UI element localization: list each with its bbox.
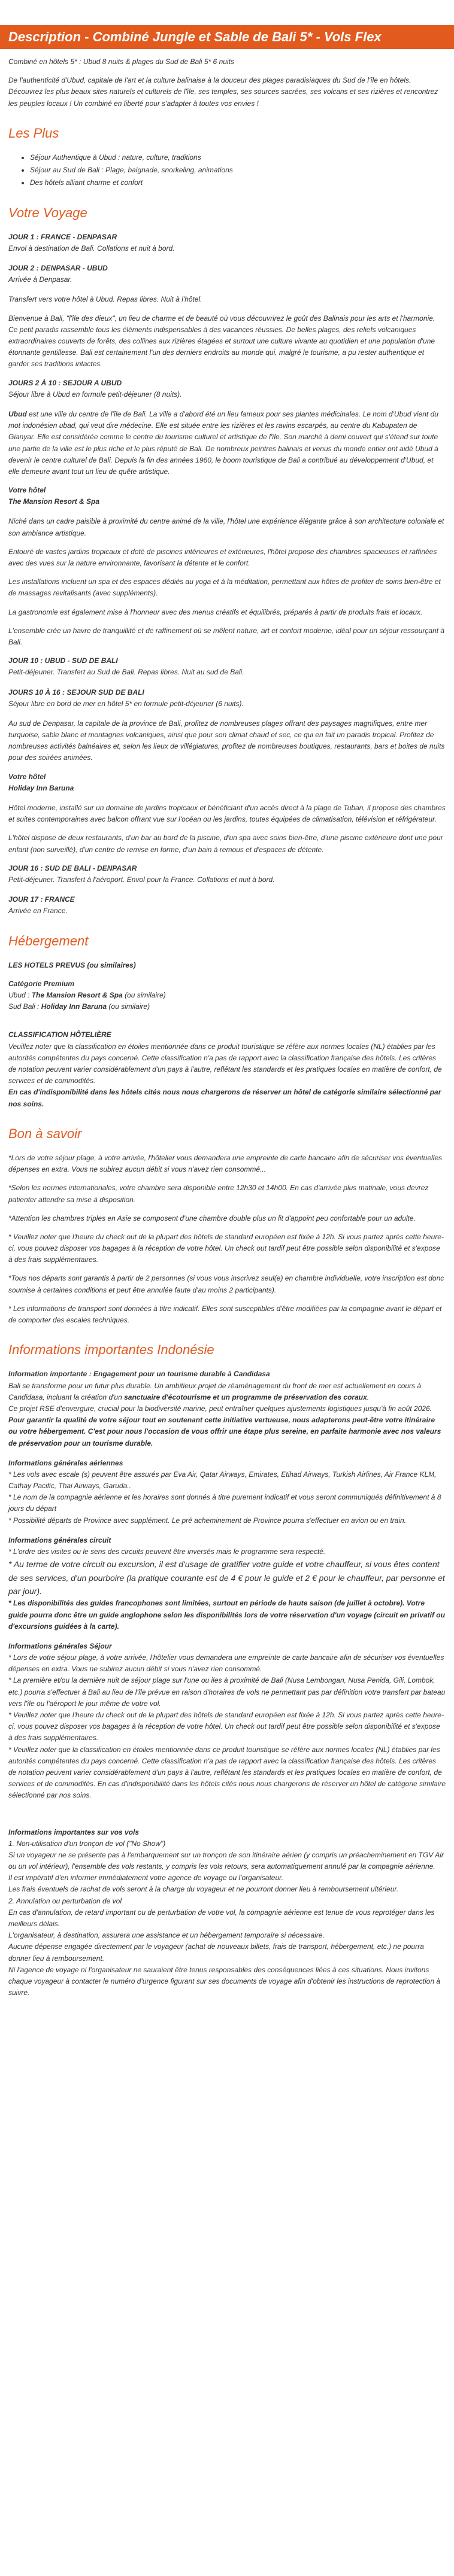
good-heading: Bon à savoir [8, 1126, 82, 1141]
classification-heading: CLASSIFICATION HÔTELIÈRE [8, 1030, 111, 1039]
title-banner [0, 25, 454, 49]
day-title: JOURS 10 À 16 : SEJOUR SUD DE BALI [8, 688, 144, 697]
flight-line: 1. Non-utilisation d'un tronçon de vol ("No Show") [8, 1839, 166, 1848]
commitment-text: Bali se transforme pour un futur plus durable. Un ambitieux projet de réaménagement du front de mer est actuellement en cours à Candidasa, incluant la création d'un [8, 1381, 422, 1401]
day-title: JOUR 2 : DENPASAR - UBUD [8, 264, 108, 273]
lodging-list [8, 978, 446, 1013]
day-text: Séjour libre en bord de mer en hôtel 5* en formule petit-déjeuner (6 nuits). [8, 699, 244, 708]
commitment-end: . [367, 1392, 370, 1401]
hotel-label: Votre hôtel [8, 772, 46, 781]
day-title: JOUR 16 : SUD DE BALI - DENPASAR [8, 863, 137, 872]
hotel-paragraph: L'hôtel dispose de deux restaurants, d'un bar au bord de la piscine, d'un spa avec soins bien-être, d'une piscine extérieure dont une pour enfant (non surveillé), d'un centre de remise en forme, d'un bain à remous et d'espaces de détente. [8, 834, 443, 854]
plus-item: • Séjour Authentique à Ubud : nature, culture, traditions [30, 152, 446, 163]
day-text: Envol à destination de Bali. Collations et nuit à bord. [8, 244, 175, 253]
commitment-bold: sanctuaire d'écotourisme et un programme de préservation des coraux [124, 1392, 367, 1401]
lodging-subheading: LES HOTELS PREVUS (ou similaires) [8, 960, 136, 969]
lodging-category: Catégorie Premium [8, 979, 75, 988]
day-title: JOUR 10 : UBUD - SUD DE BALI [8, 656, 118, 665]
lodging-suffix: (ou similaire) [122, 991, 166, 1000]
stay-line: * Veuillez noter que l'heure du check out de la plupart des hôtels de standard européen est fixée à 12h. Si vous partez après cette heure-ci, vous pouvez disposer vos bagages à la réception de votre hôtel. Un check out tardif peut être possible selon disponibilité et s'expose à des frais supplémentaires. [8, 1711, 444, 1742]
ubud-paragraph [8, 409, 446, 478]
day-title: JOUR 1 : FRANCE - DENPASAR [8, 232, 117, 241]
flight-block [8, 1827, 446, 1999]
hotel-paragraph: Niché dans un cadre paisible à proximité du centre animé de la ville, l'hôtel une expérience élégante grâce à son architecture coloniale et son ambiance artistique. [8, 517, 444, 537]
day-text: Petit-déjeuner. Transfert au Sud de Bali. Repas libres. Nuit au sud de Bali. [8, 668, 244, 677]
classification-block [8, 1029, 446, 1109]
circuit-block [8, 1535, 446, 1632]
pluses-heading: Les Plus [8, 125, 59, 141]
commitment-bold: Pour garantir la qualité de votre séjour tout en soutenant cette initiative vertueuse, nous adapterons peut-être votre itinéraire ou votre hébergement. C'est pour nous l'occasion de vous offrir une étape plus sereine, en parfaite harmonie avec nos valeurs de préservation pour un tourisme durable. [8, 1416, 441, 1447]
good-paragraph: * Veuillez noter que l'heure du check out de la plupart des hôtels de standard européen est fixée à 12h. Si vous partez après cette heure-ci, vous pouvez disposer vos bagages à la réception de votre hôtel. Un check out tardif peut être possible selon disponibilité et s'expose à des frais supplémentaires. [8, 1232, 444, 1264]
day-1 [8, 232, 446, 254]
air-line: * Les vols avec escale (s) peuvent être assurés par Eva Air, Qatar Airways, Emirates, Etihad Airways, Turkish Airlines, Air France KLM, Cathay Pacific, Thai Airways, Garuda.. [8, 1470, 437, 1491]
stay-block [8, 1641, 446, 1802]
day-2 [8, 263, 446, 285]
flight-line: L'organisateur, à destination, assurera une assistance et un hébergement temporaire si nécessaire. [8, 1931, 325, 1940]
classification-text: Veuillez noter que la classification en étoiles mentionnée dans ce produit touristique se réfère aux normes locales (NL) établies par les autorités compétentes du pays concerné. Cette classification n'a pas de rapport avec la classification française des hôtels. Les critères de notation peuvent varier considérablement d'un pays à l'autre, reflétant les standards et les pratiques locales en matière de confort, de services et de commodités. [8, 1042, 442, 1085]
flight-line: En cas d'annulation, de retard important ou de perturbation de votre vol, la compagnie aérienne est tenue de vous reprotéger dans les meilleurs délais. [8, 1908, 435, 1929]
day-10 [8, 655, 446, 678]
flight-line: 2. Annulation ou perturbation de vol [8, 1896, 122, 1905]
stay-line: * Lors de votre séjour plage, à votre arrivée, l'hôtelier vous demandera une empreinte de carte bancaire afin de sécuriser vos éventuelles dépenses en extra. Vous ne subirez aucun débit si vous n'avez rien consommé. [8, 1653, 444, 1674]
plus-item: • Séjour au Sud de Bali : Plage, baignade, snorkeling, animations [30, 165, 446, 176]
flight-line: Aucune dépense engagée directement par le voyageur (achat de nouveaux billets, frais de transport, hébergement, etc.) ne pourra donner lieu à remboursement. [8, 1942, 424, 1963]
lodging-line [8, 990, 446, 1001]
hotel-paragraph: L'ensemble crée un havre de tranquillité et de raffinement où se mêlent nature, art et confort moderne, idéal pour un séjour ressourçant à Bali. [8, 626, 445, 646]
lodging-hotel: Holiday Inn Baruna [41, 1002, 107, 1011]
content [0, 56, 454, 1999]
south-paragraph: Au sud de Denpasar, la capitale de la province de Bali, profitez de nombreuses plages offrant des paysages magnifiques, entre mer turquoise, sable blanc et montagnes volcaniques, ainsi que pour son climat chaud et sec, ce qui en fait un paradis tropical. Profitez de nombreuses activités balnéaires et, selon les lieux de villégiatures, profitez de nombreuses boutiques, restaurants, bars et boites de nuits pour des soirées animées. [8, 719, 445, 762]
ubud-lead: Ubud [8, 409, 27, 418]
good-paragraph: *Attention les chambres triples en Asie se composent d'une chambre double plus un lit d'appoint peu confortable pour un adulte. [8, 1214, 416, 1222]
day-text: Petit-déjeuner. Transfert à l'aéroport. Envol pour la France. Collations et nuit à bord. [8, 875, 275, 884]
day-text: Transfert vers votre hôtel à Ubud. Repas libres. Nuit à l'hôtel. [8, 295, 202, 304]
lodging-heading: Hébergement [8, 933, 89, 948]
flight-line: Les frais éventuels de rachat de vols seront à la charge du voyageur et ne pourront donner lieu à remboursement ultérieur. [8, 1885, 399, 1894]
commitment-title: Information importante : Engagement pour un tourisme durable à Candidasa [8, 1370, 270, 1379]
day-title: JOUR 17 : FRANCE [8, 895, 75, 904]
commitment-paragraph [8, 1403, 446, 1449]
bali-paragraph: Bienvenue à Bali, "l'île des dieux", un lieu de charme et de beauté où vous découvrirez le goût des Balinais pour les arts et l'harmonie. Ce petit paradis rassemble tous les éléments indispensables à des vacances réussies. De belles plages, des reliefs volcaniques extraordinaires couverts de forêts, des collines aux rizières étagées et surtout une culture vivante au quotidien et une population d'une étonnante gentillesse. Bali est certainement l'un des derniers endroits au monde qui, malgré le tourisme, a pu rester authentique et garder ses traditions intactes. [8, 314, 435, 369]
page [0, 25, 454, 1999]
info-heading: Informations importantes Indonésie [8, 1342, 214, 1358]
day-text: Arrivée en France. [8, 907, 68, 916]
lodging-line [8, 1001, 446, 1012]
hotel-name: Holiday Inn Baruna [8, 783, 74, 792]
day-16 [8, 863, 446, 886]
day-text: Arrivée à Denpasar. [8, 275, 72, 284]
good-paragraph: * Les informations de transport sont données à titre indicatif. Elles sont susceptibles d'être modifiées par la compagnie avant le départ et de comporter des escales techniques. [8, 1304, 442, 1324]
lodging-place: Ubud : [8, 991, 32, 1000]
hotel-1-header [8, 485, 446, 507]
hotel-paragraph: La gastronomie est également mise à l'honneur avec des menus créatifs et équilibrés, préparés à partir de produits frais et locaux. [8, 607, 423, 616]
stay-title: Informations générales Séjour [8, 1641, 112, 1650]
flight-title: Informations importantes sur vos vols [8, 1827, 140, 1836]
good-paragraph: *Selon les normes internationales, votre chambre sera disponible entre 12h30 et 14h00. En cas d'arrivée plus matinale, vous devrez patienter attendre sa mise à disposition. [8, 1184, 429, 1204]
commitment-text: Ce projet RSE d'envergure, crucial pour la biodiversité marine, peut entraîner quelques ajustements logistiques jusqu'à fin août 2026. [8, 1404, 432, 1413]
lodging-hotel: The Mansion Resort & Spa [31, 991, 123, 1000]
pluses-list [8, 152, 446, 189]
hotel-label: Votre hôtel [8, 486, 46, 495]
hotel-paragraph: Hôtel moderne, installé sur un domaine de jardins tropicaux et bénéficiant d'un accès direct à la plage de Tuban, il propose des chambres et suites contemporaines avec balcon offrant vue sur l'océan ou les jardins, toutes équipées de climatisation, télévision et réfrigérateur. [8, 804, 446, 824]
page-title: Description - Combiné Jungle et Sable de Bali 5* - Vols Flex [8, 29, 382, 44]
air-title: Informations générales aériennes [8, 1458, 123, 1467]
plus-item: • Des hôtels alliant charme et confort [30, 177, 446, 188]
day-text: Séjour libre à Ubud en formule petit-déjeuner (8 nuits). [8, 390, 182, 399]
day-title: JOURS 2 À 10 : SEJOUR A UBUD [8, 378, 122, 387]
stay-line: * Veuillez noter que la classification en étoiles mentionnée dans ce produit touristique se réfère aux normes locales (NL) établies par les autorités compétentes du pays concerné. Cette classification n'a pas de rapport avec la classification française des hôtels. Les critères de notation peuvent varier considérablement d'un pays à l'autre, reflétant les standards et les pratiques locales en matière de confort, de services et de commodités. En cas d'indisponibilité dans les hôtels cités nous nous chargerons de réserver un hôtel de catégorie similaire sélectionné par nos soins. [8, 1745, 446, 1800]
classification-bold: En cas d'indisponibilité dans les hôtels cités nous nous chargerons de réserver un hôtel de catégorie similaire sélectionné par nos soins. [8, 1088, 441, 1108]
commitment-block [8, 1368, 446, 1449]
good-paragraph: *Tous nos départs sont garantis à partir de 2 personnes (si vous vous inscrivez seul(e) en chambre individuelle, votre inscription est donc soumise à certaines conditions et peut être annulée faute d'au moins 2 participants). [8, 1274, 444, 1294]
intro-tagline: Combiné en hôtels 5* : Ubud 8 nuits & plages du Sud de Bali 5* 6 nuits [8, 57, 234, 66]
circuit-line: * L'ordre des visites ou le sens des circuits peuvent être inversés mais le programme sera respecté. [8, 1547, 326, 1556]
days-2-10 [8, 378, 446, 400]
circuit-line: * Au terme de votre circuit ou excursion, il est d'usage de gratifier votre guide et votre chauffeur, si vous êtes content de ses services, d'un pourboire (la pratique courante est de 4 € pour le guide et 2 € pour le chauffeur, par personne et par jour). [8, 1559, 445, 1596]
good-paragraph: *Lors de votre séjour plage, à votre arrivée, l'hôtelier vous demandera une empreinte de carte bancaire afin de sécuriser vos éventuelles dépenses en extra. Vous ne subirez aucun débit si vous n'avez rien consommé... [8, 1153, 443, 1174]
circuit-title: Informations générales circuit [8, 1535, 111, 1544]
air-line: * Le nom de la compagnie aérienne et les horaires sont donnés à titre purement indicatif et vous seront communiqués définitivement à 8 jours du départ [8, 1493, 441, 1513]
air-line: * Possibilité départs de Province avec supplément. Le pré acheminement de Province pourra s'effectuer en avion ou en train. [8, 1516, 407, 1525]
flight-line: Si un voyageur ne se présente pas à l'embarquement sur un tronçon de son itinéraire aérien (y compris un préacheminement en TGV Air ou un vol intérieur), l'ensemble des vols restants, y compris les vols retours, sera automatiquement annulé par la compagnie aérienne. [8, 1850, 444, 1871]
lodging-place: Sud Bali : [8, 1002, 41, 1011]
lodging-suffix: (ou similaire) [107, 1002, 150, 1011]
hotel-paragraph: Entouré de vastes jardins tropicaux et doté de piscines intérieures et extérieures, l'hôtel propose des chambres spacieuses et raffinées avec des vues sur la nature environnante, favorisant la détente et le confort. [8, 547, 437, 567]
air-block [8, 1458, 446, 1526]
circuit-line-bold: * Les disponibilités des guides francophones sont limitées, surtout en période de haute saison (de juillet à octobre). Votre guide pourra donc être un guide anglophone selon les disponibilités lors de votre réservation d'un voyage (circuit en privatif ou d'excursions guidées à la carte). [8, 1599, 445, 1631]
flight-line: Ni l'agence de voyage ni l'organisateur ne sauraient être tenus responsables des conséquences liées à ces situations. Nous invitons chaque voyageur à contacter le numéro d'urgence figurant sur ses documents de voyage afin d'obtenir les instructions de reprotection à suivre. [8, 1965, 441, 1997]
hotel-name: The Mansion Resort & Spa [8, 497, 100, 506]
hotel-paragraph: Les installations incluent un spa et des espaces dédiés au yoga et à la méditation, permettant aux hôtes de profiter de soins bien-être et de massages revitalisants (avec suppléments). [8, 577, 441, 598]
voyage-heading: Votre Voyage [8, 205, 87, 220]
ubud-body: est une ville du centre de l'île de Bali. La ville a d'abord été un lieu fameux pour ses plantes médicinales. Le nom d'Ubud vient du mot indonésien ubad, qui veut dire médecine. Elle est située entre les rizières et les ravins escarpés, au centre du Kabupaten de Gianyar. Elle est considérée comme le centre du tourisme culturel et artistique de l'île. Son marché à demi couvert qui s'étend sur toute une partie de la ville est le plus riche et le plus réputé de Bali. De nombreux peintres balinais et venus du monde entier ont aidé Ubud à devenir le centre culturel de Bali. Depuis la fin des années 1960, le boom touristique de Bali a contribué au développement d'Ubud, et elle demeure avant tout un lieu de quête artistique. [8, 409, 438, 476]
flight-line: Il est impératif d'en informer immédiatement votre agence de voyage ou l'organisateur. [8, 1874, 284, 1882]
hotel-2-header [8, 771, 446, 794]
intro-paragraph: De l'authenticité d'Ubud, capitale de l'art et la culture balinaise à la douceur des plages paradisiaques du Sud de l'île en hôtels. Découvrez les plus beaux sites naturels et culturels de l'île, ses temples, ses sources sacrées, ses volcans et ses rizières et rencontrez les peuples locaux ! Un combiné en liberté pour s'adapter à toutes vos envies ! [8, 76, 438, 108]
stay-line: * La première et/ou la dernière nuit de séjour plage sur l'une ou iles à proximité de Bali (Nusa Lembongan, Nusa Penida, Gili, Lombok, etc.) pourra s'effectuer à Bali au lieu de l'île prévue en raison d'horaires de vols ne permettant pas par définition votre transfert par bateau vers l'île ou l'aéroport le jour même de votre vol. [8, 1676, 446, 1708]
days-10-16 [8, 687, 446, 710]
day-17 [8, 894, 446, 917]
